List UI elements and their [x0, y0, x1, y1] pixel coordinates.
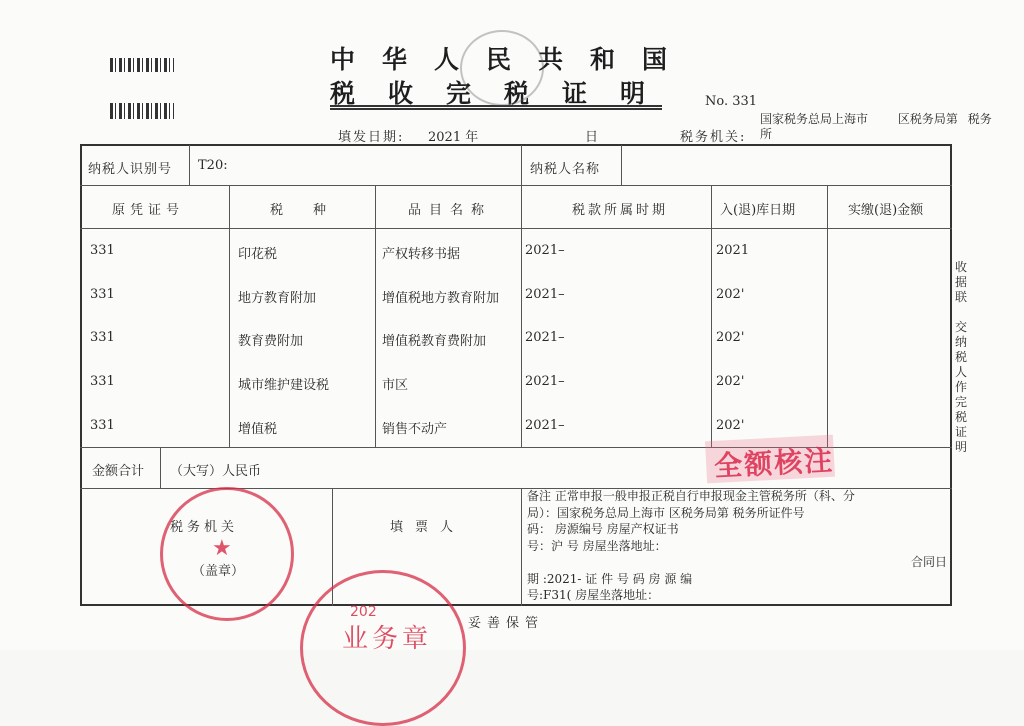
taxpayer-id-label: 纳税人识别号 [88, 162, 173, 177]
tax-cell: 增值税 [238, 422, 278, 437]
col-divider [229, 185, 230, 447]
tax-office-value: 国家税务总局上海市 区税务局第 税务 所 [760, 112, 992, 141]
title-line2: 税收完税证明 [330, 79, 679, 108]
side-label-proof: 交纳税人作完税证明 [955, 320, 968, 454]
tax-cell: 城市维护建设税 [238, 378, 330, 393]
remarks-line: 期 :2021- 证 件 号 码 房 源 编 [527, 571, 693, 586]
col-divider [827, 185, 828, 447]
full-check-stamp [705, 435, 835, 484]
side-label-receipt: 收据联 [955, 260, 968, 304]
seal-star-icon: ★ [212, 536, 232, 561]
fill-date-year: 2021 年 [428, 130, 479, 145]
period-cell: 2021– [525, 330, 565, 345]
col-divider [621, 145, 622, 185]
col-header-period: 税款所属时期 [572, 203, 669, 218]
col-divider [521, 488, 522, 606]
remarks-line: 号:F31( 房屋坐落地址： [527, 588, 660, 602]
remarks-line: 备注 正常申报一般申报正税自行申报现金主管税务所（科、分 [527, 489, 855, 503]
tax-office-sign-label: 税务机关 [170, 520, 239, 535]
item-cell: 增值税地方教育附加 [382, 291, 500, 306]
voucher-cell: 331 [90, 374, 115, 389]
footer-note: 妥善保管 [468, 616, 545, 631]
business-seal-year: 202 [350, 604, 377, 620]
fill-date-label: 填发日期: [338, 130, 405, 145]
item-cell: 市区 [382, 378, 409, 393]
item-cell: 销售不动产 [382, 422, 448, 437]
col-divider [375, 185, 376, 447]
date-cell: 202' [716, 330, 745, 345]
barcode-icon [110, 58, 174, 72]
date-cell: 202' [716, 418, 745, 433]
date-cell: 202' [716, 374, 745, 389]
remarks-line: 合同日 [910, 555, 947, 569]
voucher-cell: 331 [90, 243, 115, 258]
col-header-voucher: 原凭证号 [112, 203, 185, 218]
tax-cell: 教育费附加 [238, 334, 304, 349]
item-cell: 增值税教育费附加 [382, 334, 487, 349]
date-cell: 2021 [716, 243, 750, 258]
title-line1: 中华人民共和国 [330, 45, 695, 74]
period-cell: 2021– [525, 243, 565, 258]
voucher-cell: 331 [90, 287, 115, 302]
taxpayer-name-label: 纳税人名称 [530, 162, 601, 177]
period-cell: 2021– [525, 374, 565, 389]
voucher-cell: 331 [90, 418, 115, 433]
remarks [527, 488, 951, 604]
header-seal [460, 30, 544, 106]
fill-date-day: 日 [585, 130, 599, 145]
col-header-amount: 实缴(退)金额 [848, 203, 924, 218]
tax-cell: 印花税 [238, 247, 278, 262]
col-divider [160, 447, 161, 488]
col-divider [521, 145, 522, 185]
total-label: 金额合计 [92, 464, 145, 479]
col-divider [521, 185, 522, 447]
voucher-cell: 331 [90, 330, 115, 345]
period-cell: 2021– [525, 287, 565, 302]
remarks-line: 局）：国家税务总局上海市 区税务局第 税务所证件号 [527, 505, 805, 520]
col-header-date: 入(退)库日期 [720, 203, 796, 218]
date-cell: 202' [716, 287, 745, 302]
seal-label: （盖章） [192, 564, 245, 579]
barcode-icon [110, 103, 174, 119]
col-header-tax: 税种 [270, 203, 357, 218]
total-value: （大写）人民币 [170, 464, 262, 479]
business-seal-text: 业务章 [342, 624, 433, 654]
remarks-line: 码： 房源编号 房屋产权证书 [527, 522, 679, 536]
taxpayer-id-value: T20: [198, 158, 228, 173]
row-divider [80, 185, 952, 186]
full-check-stamp-text: 全额核注 [713, 443, 836, 483]
col-divider [189, 145, 190, 185]
row-divider [80, 228, 952, 229]
remarks-line: 号：沪 号 房屋坐落地址： [527, 538, 667, 553]
tax-cell: 地方教育附加 [238, 291, 317, 306]
col-header-item: 品目名称 [408, 203, 493, 218]
filler-label: 填票人 [390, 520, 466, 535]
title-underline [330, 108, 662, 110]
period-cell: 2021– [525, 418, 565, 433]
tax-office-label: 税务机关: [680, 130, 747, 145]
certificate-number: No. 331 [705, 94, 758, 109]
item-cell: 产权转移书据 [382, 247, 461, 262]
col-divider [711, 185, 712, 447]
